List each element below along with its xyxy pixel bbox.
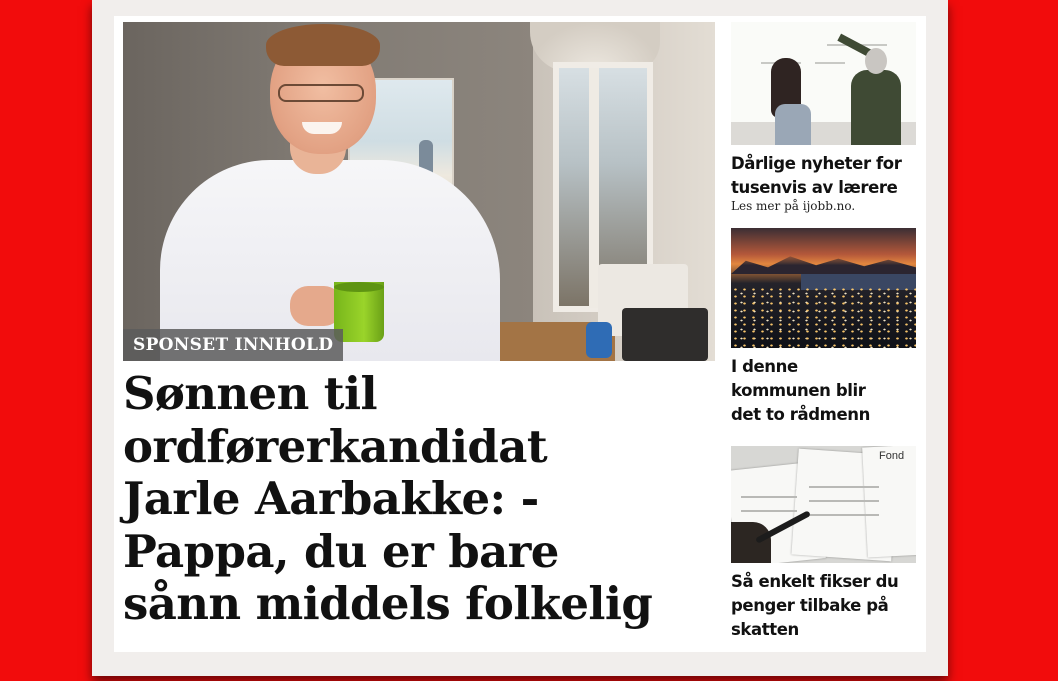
headline-line: Jarle Aarbakke: - bbox=[123, 472, 539, 525]
title-line: skatten bbox=[731, 620, 799, 639]
side-article-3-image[interactable] bbox=[731, 446, 916, 563]
title-line: kommunen blir bbox=[731, 381, 866, 400]
title-line: Dårlige nyheter for bbox=[731, 154, 902, 173]
hand bbox=[731, 522, 771, 563]
fond-label: Fond bbox=[879, 450, 905, 462]
headline-line: ordførerkandidat bbox=[123, 419, 548, 473]
title-line: tusenvis av lærere bbox=[731, 178, 898, 197]
side-article-3-title[interactable] bbox=[731, 570, 921, 642]
title-line: det to rådmenn bbox=[731, 405, 870, 424]
side-article-1-image[interactable] bbox=[731, 22, 916, 145]
city-lights bbox=[731, 286, 916, 348]
main-headline[interactable] bbox=[123, 368, 723, 631]
side-article-1-title[interactable] bbox=[731, 152, 921, 200]
title-line: penger tilbake på bbox=[731, 596, 889, 615]
side-article-2-image[interactable] bbox=[731, 228, 916, 348]
side-article-2-title[interactable] bbox=[731, 355, 921, 427]
headline-line: Sønnen til bbox=[123, 367, 377, 420]
title-line: I denne bbox=[731, 357, 798, 376]
title-line: Så enkelt fikser du bbox=[731, 572, 899, 591]
headline-line: sånn middels folkelig bbox=[123, 577, 653, 630]
headline-line: Pappa, du er bare bbox=[123, 524, 559, 578]
side-article-1-subtitle[interactable]: Les mer på ijobb.no. bbox=[731, 199, 856, 213]
sponsored-badge: SPONSET INNHOLD bbox=[123, 329, 343, 361]
main-article-image[interactable] bbox=[123, 22, 715, 361]
